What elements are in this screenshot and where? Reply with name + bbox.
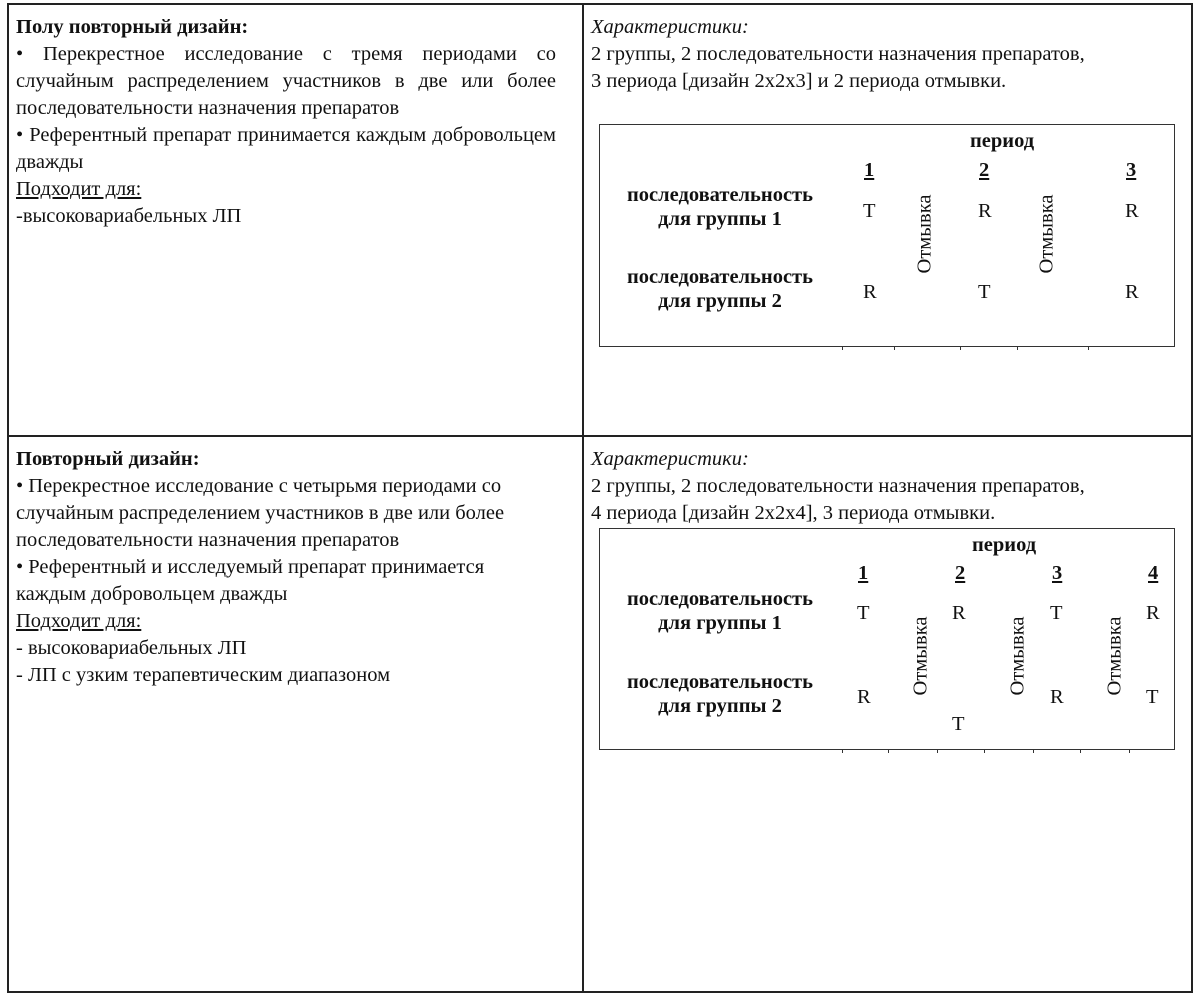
period-number: 3: [1052, 562, 1063, 584]
characteristics-label: Характеристики:: [591, 16, 749, 38]
replicate-characteristics: [591, 446, 1176, 527]
sequence-cell: T: [1146, 686, 1159, 708]
group1-label-line2: для группы 1: [658, 208, 782, 230]
period-number: 1: [864, 159, 875, 181]
bullet-item: • Перекрестное исследование с тремя периодами со случайным распределением участников в две или более последовательности назначения препаратов: [16, 43, 556, 119]
washout-label: Отмывка: [1035, 194, 1058, 274]
sequence-cell: T: [978, 281, 991, 303]
group1-label: [600, 587, 840, 635]
sequence-cell: R: [1125, 281, 1139, 303]
characteristics-label: Характеристики:: [591, 448, 749, 470]
suitable-item: - высоковариабельных ЛП: [16, 637, 247, 659]
sequence-cell: R: [863, 281, 877, 303]
washout-label: Отмывка: [913, 194, 936, 274]
sequence-cell: T: [952, 713, 965, 735]
bullet-item: • Референтный препарат принимается каждым добровольцем дважды: [16, 124, 556, 173]
suitable-label: Подходит для:: [16, 610, 142, 632]
period-number: 1: [858, 562, 869, 584]
period-number: 4: [1148, 562, 1159, 584]
washout-label: Отмывка: [909, 616, 932, 696]
sequence-cell: R: [1050, 686, 1064, 708]
group2-label-line1: последовательность: [627, 671, 813, 693]
suitable-label: Подходит для:: [16, 178, 142, 200]
group2-label-line2: для группы 2: [658, 695, 782, 717]
group1-label: [600, 183, 840, 231]
period-number: 2: [955, 562, 966, 584]
group1-label-line1: последовательность: [627, 184, 813, 206]
group2-label: [600, 265, 840, 313]
sequence-cell: R: [1125, 200, 1139, 222]
period-number: 3: [1126, 159, 1137, 181]
group1-label-line2: для группы 1: [658, 612, 782, 634]
group2-label-line2: для группы 2: [658, 290, 782, 312]
column-divider: [582, 5, 584, 991]
partial-replicate-description: [16, 14, 556, 230]
washout-label: Отмывка: [1103, 616, 1126, 696]
suitable-item: -высоковариабельных ЛП: [16, 205, 242, 227]
description-line: 2 группы, 2 последовательности назначения препаратов,: [591, 475, 1085, 497]
period-header: период: [970, 130, 1035, 152]
description-line: 3 периода [дизайн 2x2x3] и 2 периода отмывки.: [591, 70, 1007, 92]
period-number: 2: [979, 159, 990, 181]
bullet-item: • Перекрестное исследование с четырьмя периодами со случайным распределением участников в две или более последовательности назначения препаратов: [16, 475, 505, 551]
sequence-cell: R: [952, 602, 966, 624]
washout-label: Отмывка: [1006, 616, 1029, 696]
bullet-item: • Референтный и исследуемый препарат принимается каждым добровольцем дважды: [16, 556, 485, 605]
sequence-cell: R: [857, 686, 871, 708]
suitable-item: - ЛП с узким терапевтическим диапазоном: [16, 664, 391, 686]
sequence-cell: R: [1146, 602, 1160, 624]
design-title: Повторный дизайн:: [16, 448, 200, 470]
partial-replicate-characteristics: [591, 14, 1176, 95]
description-line: 2 группы, 2 последовательности назначения препаратов,: [591, 43, 1085, 65]
group2-label-line1: последовательность: [627, 266, 813, 288]
sequence-cell: T: [863, 200, 876, 222]
group1-label-line1: последовательность: [627, 588, 813, 610]
sequence-cell: R: [978, 200, 992, 222]
period-header: период: [972, 534, 1037, 556]
design-title: Полу повторный дизайн:: [16, 16, 249, 38]
sequence-cell: T: [1050, 602, 1063, 624]
sequence-cell: T: [857, 602, 870, 624]
replicate-description: [16, 446, 556, 689]
row-divider: [9, 435, 1191, 437]
design-2x2x4-table: [599, 528, 1175, 750]
description-line: 4 периода [дизайн 2x2x4], 3 периода отмывки.: [591, 502, 996, 524]
group2-label: [600, 670, 840, 718]
design-2x2x3-table: [599, 124, 1175, 347]
